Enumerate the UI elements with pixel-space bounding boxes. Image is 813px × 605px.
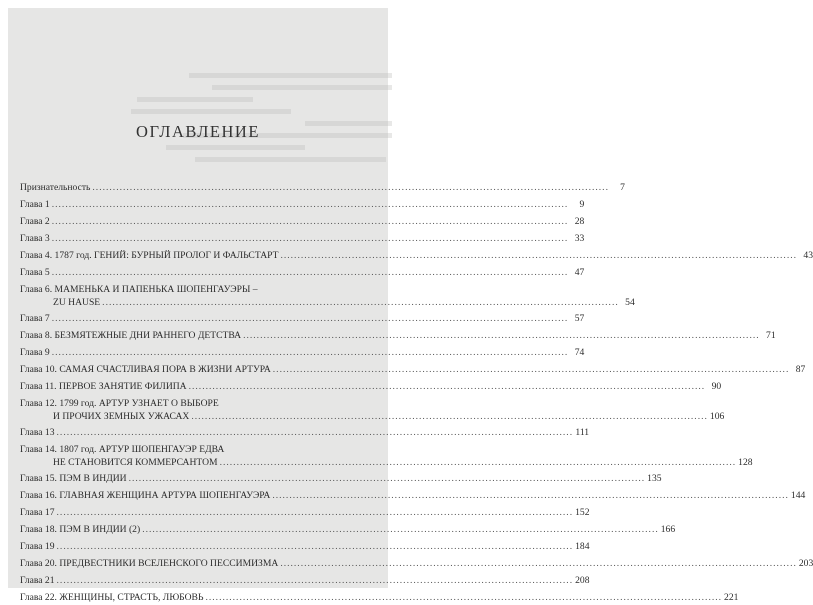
leader-dots [52, 267, 569, 280]
entry-title: МАМЕНЬКА И ПАПЕНЬКА ШОПЕНГАУЭРЫ – [54, 284, 258, 295]
entry-label: Глава 2 [20, 216, 50, 227]
entry-title: ПЭМ В ИНДИИ [59, 473, 127, 484]
entry-label: Глава 14. [20, 444, 57, 455]
entry-label: Глава 4. [20, 250, 53, 261]
page-number: 152 [575, 507, 590, 518]
toc-entry[interactable] [20, 592, 739, 605]
leader-dots [189, 381, 706, 394]
leader-dots [57, 541, 574, 554]
leader-dots [52, 199, 569, 212]
toc-entry[interactable] [20, 427, 590, 440]
page-number: 90 [711, 381, 722, 392]
entry-title: ПЕРВОЕ ЗАНЯТИЕ ФИЛИПА [58, 381, 187, 392]
entry-label: Глава 21 [20, 575, 55, 586]
leader-dots [57, 575, 574, 588]
entry-title: ГЛАВНАЯ ЖЕНЩИНА АРТУРА ШОПЕНГАУЭРА [59, 490, 271, 501]
page-number: 166 [660, 524, 676, 535]
page-number: 135 [647, 473, 662, 484]
entry-label: Глава 10. [20, 364, 57, 375]
page-number: 87 [795, 364, 806, 375]
entry-title-continued: НЕ СТАНОВИТСЯ КОММЕРСАНТОМ [53, 456, 218, 468]
toc-entry[interactable] [20, 381, 722, 394]
page-number: 9 [579, 199, 585, 210]
leader-dots [52, 233, 569, 246]
leader-dots [142, 524, 659, 537]
entry-title-continued: И ПРОЧИХ ЗЕМНЫХ УЖАСАХ [53, 410, 190, 422]
leader-dots [52, 216, 569, 229]
entry-label: Глава 20. [20, 558, 57, 569]
leader-dots [272, 490, 789, 503]
page-number: 28 [574, 216, 585, 227]
entry-label: Признательность [20, 182, 91, 193]
entry-label: Глава 19 [20, 541, 55, 552]
entry-title: 1787 год. ГЕНИЙ: БУРНЫЙ ПРОЛОГ И ФАЛЬСТАРТ [54, 250, 279, 261]
entry-title: ПЭМ В ИНДИИ (2) [59, 524, 141, 535]
page-title: ОГЛАВЛЕНИЕ [136, 122, 260, 141]
entry-title: 1799 год. АРТУР УЗНАЕТ О ВЫБОРЕ [59, 398, 219, 409]
entry-label: Глава 7 [20, 313, 50, 324]
page-number: 208 [575, 575, 590, 586]
toc-entry[interactable] [20, 233, 585, 246]
toc-entry[interactable] [20, 490, 806, 503]
entry-label: Глава 8. [20, 330, 53, 341]
entry-title: 1807 год. АРТУР ШОПЕНГАУЭР ЕДВА [59, 444, 225, 455]
entry-label: Глава 16. [20, 490, 57, 501]
page-number: 71 [766, 330, 776, 341]
toc-entry[interactable] [20, 507, 590, 520]
entry-label: Глава 11. [20, 381, 57, 392]
toc-entry[interactable] [20, 541, 590, 554]
leader-dots [205, 592, 722, 605]
page-number: 57 [574, 313, 585, 324]
page-number: 74 [574, 347, 585, 358]
leader-dots [280, 558, 797, 571]
entry-label: Глава 15. [20, 473, 57, 484]
entry-label: Глава 3 [20, 233, 50, 244]
toc-entry[interactable] [20, 199, 585, 212]
toc-entry[interactable] [20, 398, 725, 423]
leader-dots [129, 473, 646, 486]
entry-label: Глава 13 [20, 427, 55, 438]
toc-entry[interactable] [20, 444, 753, 469]
entry-label: Глава 12. [20, 398, 57, 409]
toc-entry[interactable] [20, 182, 625, 195]
page-number: 7 [620, 182, 625, 193]
entry-label: Глава 1 [20, 199, 50, 210]
leader-dots [52, 313, 569, 326]
toc-entry[interactable] [20, 267, 585, 280]
page-number: 128 [738, 456, 753, 468]
entry-title: ЖЕНЩИНЫ, СТРАСТЬ, ЛЮБОВЬ [59, 592, 204, 603]
page-number: 47 [574, 267, 585, 278]
entry-label: Глава 9 [20, 347, 50, 358]
toc-entry[interactable] [20, 216, 585, 229]
toc-entry[interactable] [20, 250, 813, 263]
page-number: 54 [625, 296, 635, 308]
entry-label: Глава 18. [20, 524, 57, 535]
toc-entry[interactable] [20, 284, 635, 309]
entry-title: ПРЕДВЕСТНИКИ ВСЕЛЕНСКОГО ПЕССИМИЗМА [59, 558, 279, 569]
page-number: 144 [790, 490, 806, 501]
page-number: 221 [724, 592, 739, 603]
entry-title: САМАЯ СЧАСТЛИВАЯ ПОРА В ЖИЗНИ АРТУРА [59, 364, 271, 375]
toc-entry[interactable] [20, 330, 776, 343]
entry-label: Глава 5 [20, 267, 50, 278]
entry-title: БЕЗМЯТЕЖНЫЕ ДНИ РАННЕГО ДЕТСТВА [54, 330, 242, 341]
leader-dots [92, 182, 609, 195]
leader-dots [57, 507, 574, 520]
toc-entry[interactable] [20, 364, 806, 377]
toc-entry[interactable] [20, 558, 813, 571]
leader-dots [243, 330, 760, 343]
leader-dots [220, 457, 737, 470]
toc-entry[interactable] [20, 524, 676, 537]
page-number: 111 [575, 427, 590, 438]
leader-dots [102, 297, 619, 310]
leader-dots [57, 427, 574, 440]
entry-label: Глава 17 [20, 507, 55, 518]
entry-label: Глава 6. [20, 284, 53, 295]
leader-dots [191, 411, 708, 424]
entry-title-continued: ZU HAUSE [53, 296, 101, 308]
toc-entry[interactable] [20, 313, 585, 326]
toc-entry[interactable] [20, 473, 662, 486]
page-number: 106 [709, 410, 725, 422]
toc-entry[interactable] [20, 347, 585, 360]
leader-dots [52, 347, 569, 360]
page-number: 33 [574, 233, 585, 244]
page-number: 43 [803, 250, 813, 261]
page-number: 184 [575, 541, 590, 552]
leader-dots [273, 364, 790, 377]
entry-label: Глава 22. [20, 592, 57, 603]
book-page [8, 8, 813, 603]
leader-dots [280, 250, 797, 263]
page-number: 203 [798, 558, 813, 569]
toc-entry[interactable] [20, 575, 590, 588]
